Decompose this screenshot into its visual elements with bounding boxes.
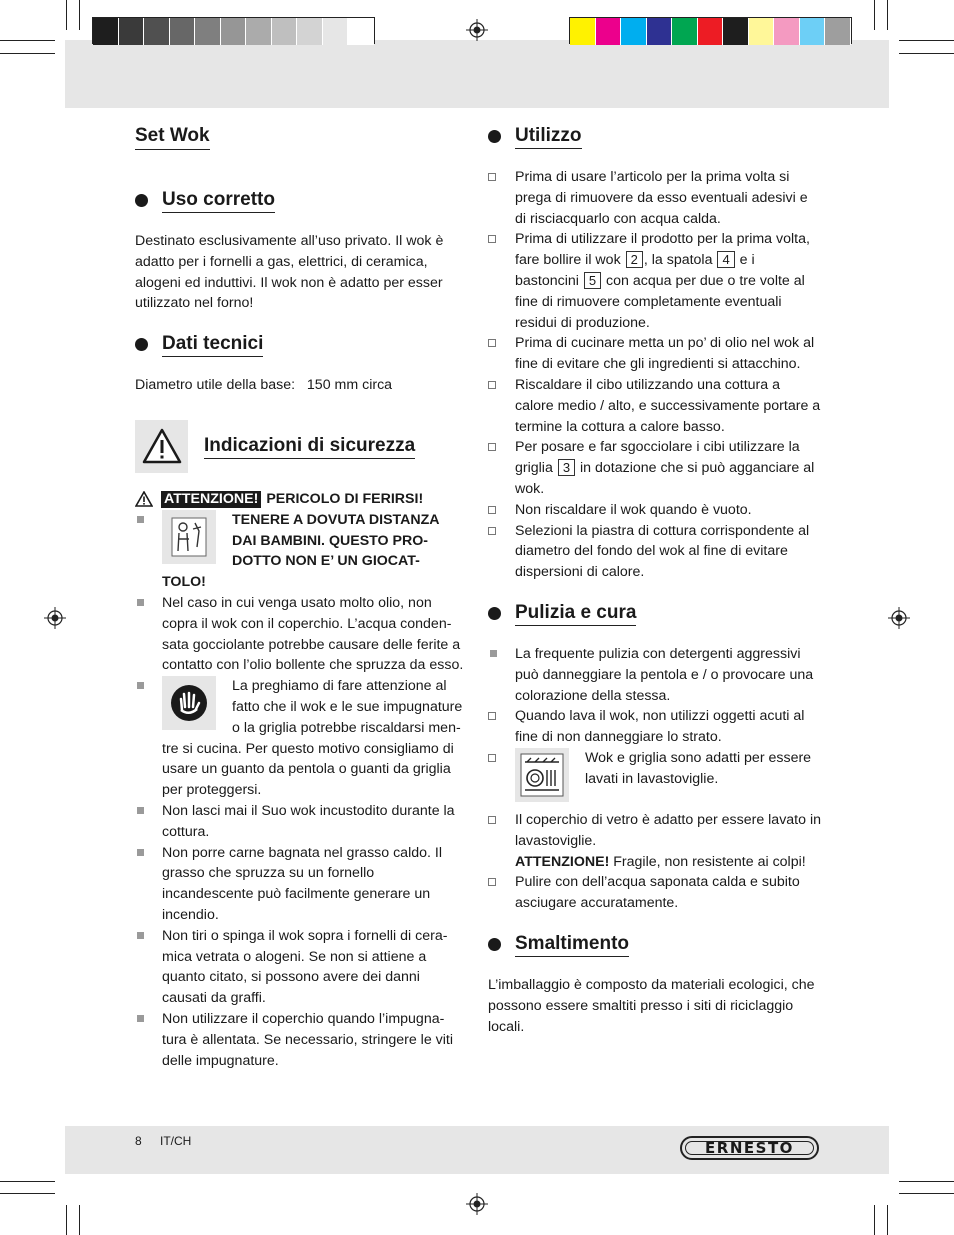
list-item xyxy=(135,926,467,1009)
crop-mark xyxy=(899,53,954,54)
list-item xyxy=(488,333,822,375)
bullet-dot-icon xyxy=(135,194,148,207)
right-column xyxy=(488,124,822,1037)
warning-triangle-icon xyxy=(142,428,182,464)
registration-mark-icon xyxy=(44,607,66,629)
glove-icon xyxy=(169,683,209,723)
checkbox-square-icon xyxy=(488,506,496,514)
warning-triangle-icon xyxy=(135,491,153,507)
crop-mark xyxy=(874,1205,875,1235)
attention-text: Fragile, non resistente ai colpi! xyxy=(613,853,806,870)
locale-code: IT/CH xyxy=(160,1134,192,1148)
color-swatch xyxy=(621,18,647,45)
list-item xyxy=(488,872,822,914)
list-item-text: Il coperchio di vetro è adatto per essere lavato in lavastoviglie. xyxy=(515,811,821,849)
bullet-square-icon xyxy=(137,807,144,814)
color-swatch xyxy=(800,18,826,45)
color-swatch xyxy=(297,18,323,45)
list-item-text: Riscaldare il cibo utilizzando una cottura a calore medio / alto, e successivamente portare a termine la cottura a calore basso. xyxy=(515,376,821,435)
list-item-text: Non utilizzare il coperchio quando l’impugna- tura è allentata. Se necessario, stringere le viti delle impugnature. xyxy=(162,1010,453,1069)
checkbox-square-icon xyxy=(488,173,496,181)
pulizia-list xyxy=(488,644,822,914)
section-uso-corretto xyxy=(135,188,467,213)
crop-mark xyxy=(79,1205,80,1235)
section-heading: Dati tecnici xyxy=(162,332,263,357)
list-item xyxy=(488,167,822,229)
list-item-text: Prima di cucinare metta un po’ di olio nel wok al fine di evitare che gli ingredienti si attacchino. xyxy=(515,335,815,373)
bullet-square-icon xyxy=(137,516,144,523)
crop-mark xyxy=(79,0,80,30)
list-item-text: Prima di usare l’articolo per la prima volta si prega di rimuovere da esso eventuali adesivi e di risciacquarlo con acqua calda. xyxy=(515,169,808,227)
part-number: 3 xyxy=(558,459,575,476)
list-item xyxy=(135,843,467,926)
crop-mark xyxy=(66,0,67,30)
list-item xyxy=(488,500,822,521)
crop-mark xyxy=(0,40,55,41)
list-item-text: con acqua per due o tre volte al fine di rimuovere completamente eventuali residui di produzione. xyxy=(515,272,805,331)
color-swatch xyxy=(144,18,170,45)
list-item-text: Quando lava il wok, non utilizzi oggetti acuti al fine di non danneggiare lo strato. xyxy=(515,708,805,746)
brand-name: ERNESTO xyxy=(705,1139,794,1157)
section-utilizzo xyxy=(488,124,822,149)
list-item-text: Pulire con dell’acqua saponata calda e subito asciugare accuratamente. xyxy=(515,874,800,912)
color-swatch xyxy=(272,18,298,45)
bullet-square-icon xyxy=(137,932,144,939)
registration-mark-icon xyxy=(466,19,488,41)
list-item-text: Non tiri o spinga il wok sopra i fornelli di cera- mica vetrata o alogeni. Se non si attiene a quanto citato, si possono avere dei danni causati da graffi. xyxy=(162,927,448,1007)
part-number: 4 xyxy=(717,251,734,268)
list-item xyxy=(488,437,822,499)
dishwasher-icon-box xyxy=(515,748,569,802)
list-item xyxy=(488,644,822,706)
page-title: Set Wok xyxy=(135,124,210,150)
section-heading: Uso corretto xyxy=(162,188,275,213)
color-swatch xyxy=(698,18,724,45)
list-item xyxy=(135,510,467,593)
color-swatch xyxy=(195,18,221,45)
section-dati-tecnici xyxy=(135,332,467,357)
list-item xyxy=(135,1009,467,1071)
crop-mark xyxy=(899,40,954,41)
list-item xyxy=(135,676,467,801)
brand-logo xyxy=(680,1136,819,1160)
color-swatch xyxy=(647,18,673,45)
attention-label: ATTENZIONE! xyxy=(515,853,610,870)
utilizzo-list xyxy=(488,167,822,583)
child-hands-icon xyxy=(169,515,209,559)
section-heading: Smaltimento xyxy=(515,932,629,957)
child-icon-box xyxy=(162,510,216,564)
color-swatch xyxy=(596,18,622,45)
color-swatch xyxy=(170,18,196,45)
dati-tecnici-row xyxy=(135,375,467,396)
checkbox-square-icon xyxy=(488,527,496,535)
list-item-text: e i bastoncini xyxy=(515,252,755,289)
registration-mark-icon xyxy=(466,1193,488,1215)
bullet-dot-icon xyxy=(488,130,501,143)
registration-mark-icon xyxy=(888,607,910,629)
list-item-text: , la spatola xyxy=(643,252,713,269)
crop-mark xyxy=(66,1205,67,1235)
section-heading: Pulizia e cura xyxy=(515,601,636,626)
diameter-value: 150 mm circa xyxy=(306,377,393,394)
smaltimento-text: L’imballaggio è composto da materiali ecologici, che possono essere smaltiti presso i siti di riciclaggio locali. xyxy=(488,976,815,1035)
color-swatch xyxy=(348,18,374,45)
bullet-dot-icon xyxy=(135,338,148,351)
checkbox-square-icon xyxy=(488,235,496,243)
part-number: 5 xyxy=(584,272,601,289)
bullet-dot-icon xyxy=(488,938,501,951)
list-item xyxy=(488,375,822,437)
crop-mark xyxy=(899,1193,954,1194)
bullet-square-icon xyxy=(490,650,497,657)
child-warning: TENERE A DOVUTA DISTANZA DAI BAMBINI. QUESTO PRO- DOTTO NON E’ UN GIOCAT- TOLO! xyxy=(162,511,440,591)
section-pulizia xyxy=(488,601,822,626)
bullet-square-icon xyxy=(137,599,144,606)
section-sicurezza xyxy=(135,420,467,473)
color-swatch xyxy=(93,18,119,45)
dishwasher-icon xyxy=(519,752,565,798)
crop-mark xyxy=(0,53,55,54)
list-item xyxy=(488,521,822,583)
checkbox-square-icon xyxy=(488,754,496,762)
color-swatch xyxy=(774,18,800,45)
list-item-text: Non porre carne bagnata nel grasso caldo. Il grasso che spruzza su un fornello incandescente può facilmente generare un incendio. xyxy=(162,844,442,923)
attention-line xyxy=(135,489,467,510)
uso-corretto-text: Destinato esclusivamente all’uso privato. Il wok è adatto per i fornelli a gas, elettrici, di ceramica, alogeni ed induttivi. Il wok non è adatto per esser utilizzato nel forno! xyxy=(135,233,444,312)
crop-mark xyxy=(887,0,888,30)
checkbox-square-icon xyxy=(488,381,496,389)
checkbox-square-icon xyxy=(488,339,496,347)
bullet-square-icon xyxy=(137,1015,144,1022)
color-swatch xyxy=(825,18,851,45)
warning-box xyxy=(135,420,188,473)
color-swatch xyxy=(570,18,596,45)
list-item xyxy=(488,706,822,748)
color-swatch xyxy=(323,18,349,45)
checkbox-square-icon xyxy=(488,816,496,824)
list-item xyxy=(488,810,822,872)
crop-mark xyxy=(899,1181,954,1182)
color-swatch xyxy=(246,18,272,45)
checkbox-square-icon xyxy=(488,443,496,451)
bullet-dot-icon xyxy=(488,607,501,620)
list-item-text: Per posare e far sgocciolare i cibi utilizzare la griglia xyxy=(515,439,800,477)
color-swatch xyxy=(672,18,698,45)
left-column xyxy=(135,124,467,1071)
list-item-text: Wok e griglia sono adatti per essere lavati in lavastoviglie. xyxy=(585,749,812,787)
color-bar-cmyk xyxy=(569,17,852,44)
list-item xyxy=(135,801,467,843)
list-item xyxy=(488,229,822,333)
list-item-text: Selezioni la piastra di cottura corrispondente al diametro del fondo del wok al fine di evitare dispersioni di calore. xyxy=(515,522,810,581)
color-swatch xyxy=(723,18,749,45)
glove-icon-box xyxy=(162,676,216,730)
list-item-text: Prima di utilizzare il prodotto per la prima volta, fare bollire il wok xyxy=(515,231,810,269)
safety-list xyxy=(135,510,467,1072)
checkbox-square-icon xyxy=(488,878,496,886)
page-number: 8 xyxy=(135,1134,142,1148)
crop-mark xyxy=(0,1181,55,1182)
section-smaltimento xyxy=(488,932,822,957)
header-band xyxy=(65,40,889,108)
bullet-square-icon xyxy=(137,849,144,856)
part-number: 2 xyxy=(626,251,643,268)
list-item-text: La frequente pulizia con detergenti aggressivi può danneggiare la pentola e / o provocare una colorazione della stessa. xyxy=(515,645,814,704)
attention-text: PERICOLO DI FERIRSI! xyxy=(266,490,424,507)
list-item-text: La preghiamo di fare attenzione al fatto che il wok e le sue impugnature o la griglia potrebbe riscaldarsi men- tre si cucina. Per questo motivo consigliamo di usare un guanto da pentola o guanti da griglia per proteggersi. xyxy=(162,678,463,799)
bullet-square-icon xyxy=(137,682,144,689)
crop-mark xyxy=(874,0,875,30)
color-swatch xyxy=(119,18,145,45)
color-bar-grayscale xyxy=(92,17,375,44)
crop-mark xyxy=(0,1193,55,1194)
color-swatch xyxy=(221,18,247,45)
list-item-text: Non lasci mai il Suo wok incustodito durante la cottura. xyxy=(162,802,455,840)
list-item-text: in dotazione che si può agganciare al wok. xyxy=(515,460,815,497)
list-item-text: Nel caso in cui venga usato molto olio, non copra il wok con il coperchio. L’acqua conden- sata gocciolante potrebbe causare delle ferite a contatto con l’olio bollente che spruzza da esso. xyxy=(162,594,464,674)
list-item xyxy=(488,748,822,810)
crop-mark xyxy=(887,1205,888,1235)
diameter-label: Diametro utile della base: xyxy=(135,377,296,394)
checkbox-square-icon xyxy=(488,712,496,720)
section-heading: Indicazioni di sicurezza xyxy=(204,434,415,459)
attention-label: ATTENZIONE! xyxy=(161,491,261,508)
color-swatch xyxy=(749,18,775,45)
section-heading: Utilizzo xyxy=(515,124,582,149)
list-item-text: Non riscaldare il wok quando è vuoto. xyxy=(515,501,752,518)
list-item xyxy=(135,593,467,676)
